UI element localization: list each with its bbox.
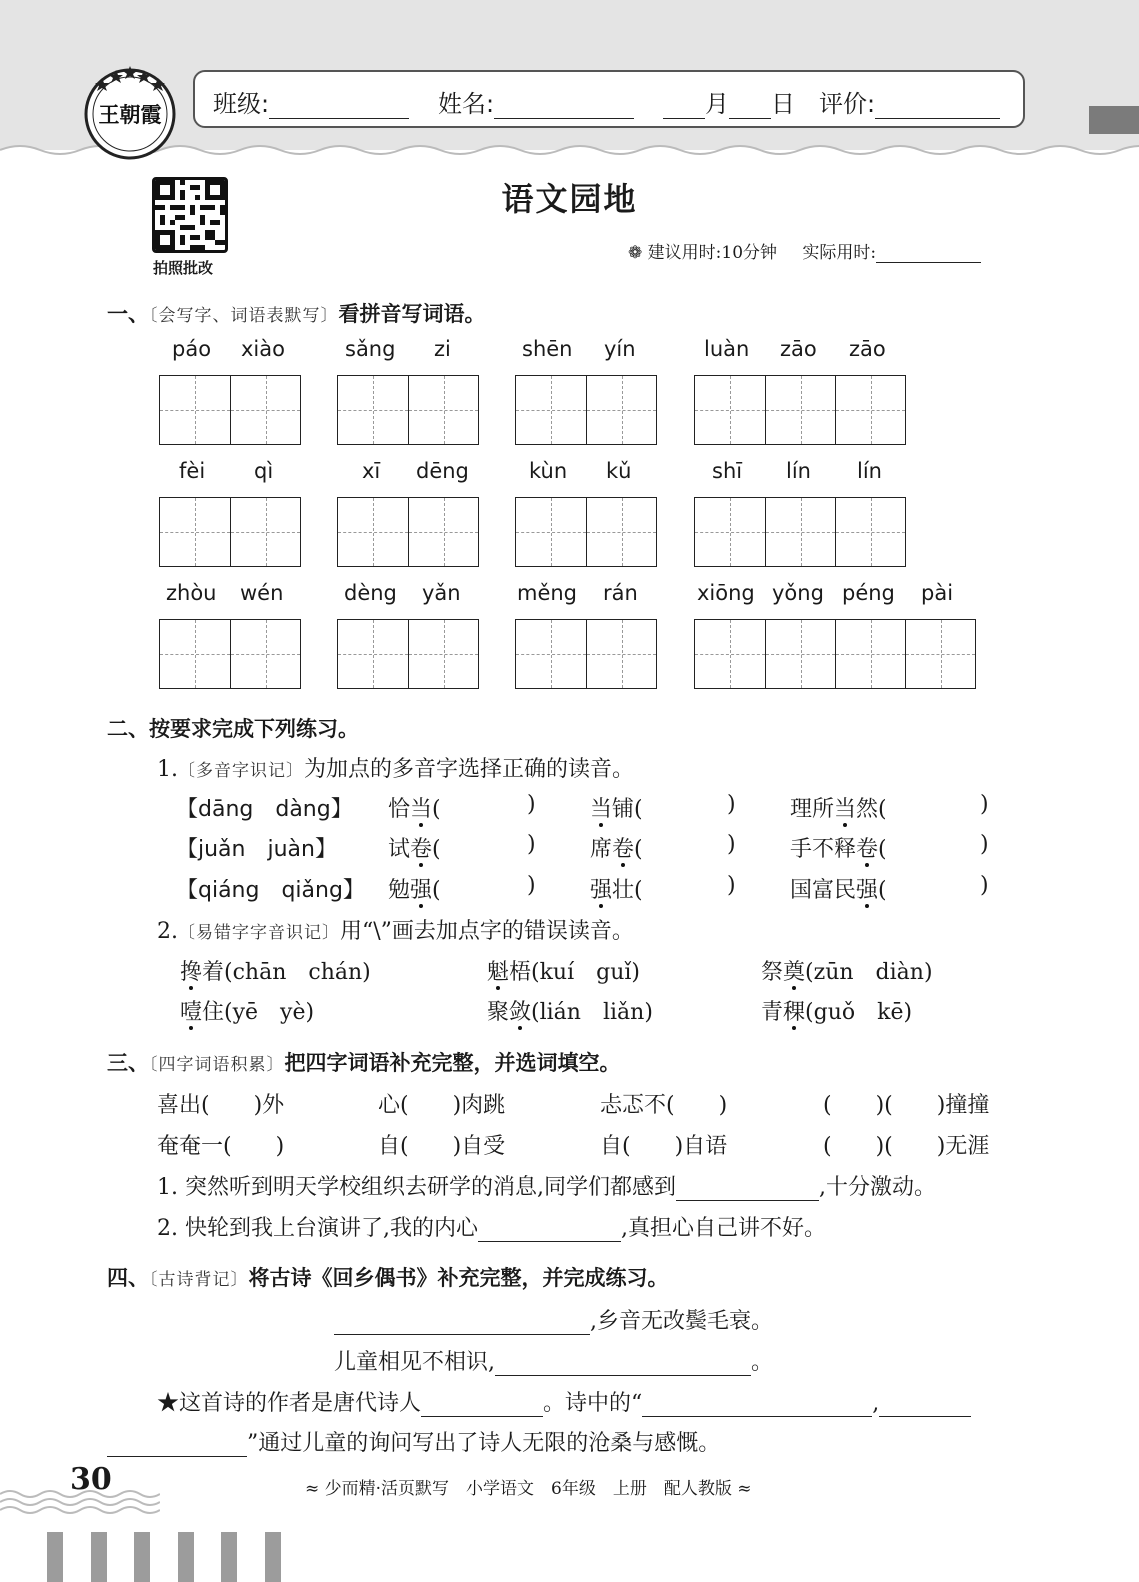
footer-bar xyxy=(134,1532,150,1582)
poem-question: ★这首诗的作者是唐代诗人 。诗中的“ , xyxy=(157,1386,971,1417)
section-4-title: 将古诗《回乡偶书》补充完整，并完成练习。 xyxy=(248,1266,669,1290)
blank[interactable] xyxy=(334,1310,590,1335)
side-tab xyxy=(1089,106,1139,134)
month-blank[interactable] xyxy=(663,94,705,119)
pinyin: shēn xyxy=(522,337,573,361)
polyphone-item: 理所当然( xyxy=(790,797,887,822)
pinyin: dēng xyxy=(416,459,469,483)
actual-time-label: 实际用时: xyxy=(802,243,877,263)
writing-grid[interactable] xyxy=(337,619,479,689)
qr-label: 拍照批改 xyxy=(153,259,214,277)
section-1-tag: 〔会写字、词语表默写〕 xyxy=(149,306,339,326)
pinyin: lín xyxy=(786,459,811,483)
pinyin: zhòu xyxy=(166,581,217,605)
class-label: 班级: xyxy=(213,90,270,118)
writing-grid[interactable] xyxy=(159,619,301,689)
pinyin: kùn xyxy=(529,459,568,483)
section-3-title: 把四字词语补充完整，并选词填空。 xyxy=(284,1051,621,1075)
class-field[interactable] xyxy=(213,84,409,119)
pinyin: kǔ xyxy=(606,459,632,483)
name-blank[interactable] xyxy=(494,94,634,119)
idiom-item[interactable]: 奄奄一( ) xyxy=(157,1134,285,1159)
blank[interactable] xyxy=(421,1392,543,1417)
student-info-box xyxy=(193,70,1025,128)
pinyin: yǒng xyxy=(772,581,824,605)
paren-close: ) xyxy=(727,873,736,898)
footer-title: ≈ 少而精·活页默写 小学语文 6年级 上册 配人教版 ≈ xyxy=(305,1479,752,1499)
section-2-title: 按要求完成下列练习。 xyxy=(149,717,359,741)
pronunciation-item: 搀着(chān chán) xyxy=(180,960,371,985)
eval-blank[interactable] xyxy=(875,94,1000,119)
section-1-heading xyxy=(107,298,486,328)
paren-close: ) xyxy=(527,792,536,817)
section-3-tag: 〔四字词语积累〕 xyxy=(149,1055,285,1075)
blank[interactable] xyxy=(495,1351,751,1376)
pinyin: rán xyxy=(603,581,638,605)
q1-text: 为加点的多音字选择正确的读音。 xyxy=(304,757,635,782)
actual-time-blank[interactable] xyxy=(876,244,981,263)
pronunciation-item: 青稞(guǒ kē) xyxy=(761,1000,913,1025)
pronunciation-item: 魁梧(kuí guǐ) xyxy=(487,960,641,985)
paren-close: ) xyxy=(980,832,989,857)
pinyin: sǎng xyxy=(345,337,396,361)
blank[interactable] xyxy=(879,1392,971,1417)
fill-sentence-2: 2. 快轮到我上台演讲了,我的内心 ,真担心自己讲不好。 xyxy=(157,1216,826,1241)
name-label: 姓名: xyxy=(438,90,495,118)
polyphone-item: 手不释卷( xyxy=(790,837,887,862)
blank[interactable] xyxy=(676,1176,819,1201)
paren-close: ) xyxy=(727,792,736,817)
day-blank[interactable] xyxy=(729,94,771,119)
svg-text:王朝霞: 王朝霞 xyxy=(98,102,162,127)
pinyin: shī xyxy=(712,459,743,483)
paren-close: ) xyxy=(980,792,989,817)
section-2-heading xyxy=(107,713,359,743)
q1-heading xyxy=(157,752,634,783)
polyphone-item: 恰当( xyxy=(388,797,441,822)
month-label: 月 xyxy=(705,90,729,118)
poem-line-2: 儿童相见不相识, 。 xyxy=(334,1350,774,1375)
writing-grid[interactable] xyxy=(694,375,906,445)
idiom-item[interactable]: ( )( )撞撞 xyxy=(823,1093,990,1118)
q2-text: 用“\”画去加点字的错误读音。 xyxy=(340,919,634,944)
pinyin: fèi xyxy=(179,459,206,483)
pinyin: pài xyxy=(921,581,954,605)
q2-number: 2. xyxy=(157,919,178,944)
brand-logo xyxy=(82,64,178,160)
timing-row xyxy=(628,238,981,263)
idiom-item[interactable]: 喜出( )外 xyxy=(157,1093,285,1118)
idiom-item[interactable]: ( )( )无涯 xyxy=(823,1134,990,1159)
pinyin: páo xyxy=(172,337,212,361)
q1-tag: 〔多音字识记〕 xyxy=(178,761,304,781)
pinyin: lín xyxy=(857,459,882,483)
section-1-number: 一、 xyxy=(107,302,149,326)
eval-label: 评价: xyxy=(819,90,876,118)
poem-line-1: ,乡音无改鬓毛衰。 xyxy=(334,1304,773,1335)
section-4-tag: 〔古诗背记〕 xyxy=(149,1270,249,1290)
day-label: 日 xyxy=(771,90,795,118)
polyphone-item: 勉强( xyxy=(388,878,441,903)
pinyin: zāo xyxy=(849,337,886,361)
polyphone-options: 【dāng dàng】 xyxy=(176,797,353,822)
polyphone-item: 强壮( xyxy=(590,878,643,903)
writing-grid[interactable] xyxy=(694,497,906,567)
footer-bar xyxy=(221,1532,237,1582)
polyphone-options: 【juǎn juàn】 xyxy=(176,837,337,862)
polyphone-item: 国富民强( xyxy=(790,878,887,903)
footer-bar xyxy=(265,1532,281,1582)
pinyin: qì xyxy=(254,459,274,483)
paren-close: ) xyxy=(527,873,536,898)
idiom-item[interactable]: 忐忑不( ) xyxy=(600,1093,728,1118)
section-3-heading xyxy=(107,1047,621,1077)
polyphone-options: 【qiáng qiǎng】 xyxy=(176,878,365,903)
poem-question-cont: ”通过儿童的询问写出了诗人无限的沧桑与感慨。 xyxy=(107,1426,720,1457)
idiom-item[interactable]: 自( )自受 xyxy=(378,1134,506,1159)
pinyin: yín xyxy=(604,337,636,361)
pinyin: péng xyxy=(842,581,895,605)
idiom-item[interactable]: 自( )自语 xyxy=(600,1134,728,1159)
polyphone-item: 试卷( xyxy=(388,837,441,862)
q2-tag: 〔易错字字音识记〕 xyxy=(178,923,340,943)
blank[interactable] xyxy=(642,1392,872,1417)
pinyin: zi xyxy=(434,337,451,361)
writing-grid[interactable] xyxy=(159,497,301,567)
blank[interactable] xyxy=(107,1432,247,1457)
pinyin: zāo xyxy=(780,337,817,361)
pinyin: xiōng xyxy=(697,581,755,605)
section-1-title: 看拼音写词语。 xyxy=(338,302,486,326)
class-blank[interactable] xyxy=(269,94,409,119)
suggested-time: 建议用时:10分钟 xyxy=(647,243,778,263)
date-field[interactable] xyxy=(663,84,795,119)
pinyin: xiào xyxy=(241,337,285,361)
footer-bar xyxy=(178,1532,194,1582)
eval-field[interactable] xyxy=(819,84,1000,119)
fill-sentence-1: 1. 突然听到明天学校组织去研学的消息,同学们都感到 ,十分激动。 xyxy=(157,1175,936,1200)
section-3-number: 三、 xyxy=(107,1051,149,1075)
writing-grid[interactable] xyxy=(515,375,657,445)
pronunciation-item: 祭奠(zūn diàn) xyxy=(761,960,933,985)
pinyin: yǎn xyxy=(422,581,461,605)
pinyin: xī xyxy=(362,459,381,483)
page-number: 30 xyxy=(70,1462,112,1497)
writing-grid[interactable] xyxy=(515,619,657,689)
q1-number: 1. xyxy=(157,757,178,782)
blank[interactable] xyxy=(478,1217,621,1242)
page-title: 语文园地 xyxy=(501,180,638,218)
section-2-number: 二、 xyxy=(107,717,149,741)
writing-grid[interactable] xyxy=(515,497,657,567)
writing-grid[interactable] xyxy=(337,497,479,567)
writing-grid[interactable] xyxy=(159,375,301,445)
flower-icon: ❁ xyxy=(628,243,643,263)
writing-grid[interactable] xyxy=(694,619,976,689)
writing-grid[interactable] xyxy=(337,375,479,445)
q2-heading xyxy=(157,914,634,945)
pinyin: wén xyxy=(240,581,284,605)
pinyin: měng xyxy=(517,581,578,605)
paren-close: ) xyxy=(980,873,989,898)
pinyin: luàn xyxy=(704,337,750,361)
pronunciation-item: 噎住(yē yè) xyxy=(180,1000,315,1025)
paren-close: ) xyxy=(727,832,736,857)
idiom-item[interactable]: 心( )肉跳 xyxy=(378,1093,506,1118)
pronunciation-item: 聚敛(lián liǎn) xyxy=(487,1000,653,1025)
pinyin: dèng xyxy=(344,581,397,605)
name-field[interactable] xyxy=(438,84,634,119)
polyphone-item: 席卷( xyxy=(590,837,643,862)
section-4-number: 四、 xyxy=(107,1266,149,1290)
section-4-heading xyxy=(107,1262,669,1292)
footer-bar xyxy=(91,1532,107,1582)
polyphone-item: 当铺( xyxy=(590,797,643,822)
footer-bar xyxy=(47,1532,63,1582)
paren-close: ) xyxy=(527,832,536,857)
